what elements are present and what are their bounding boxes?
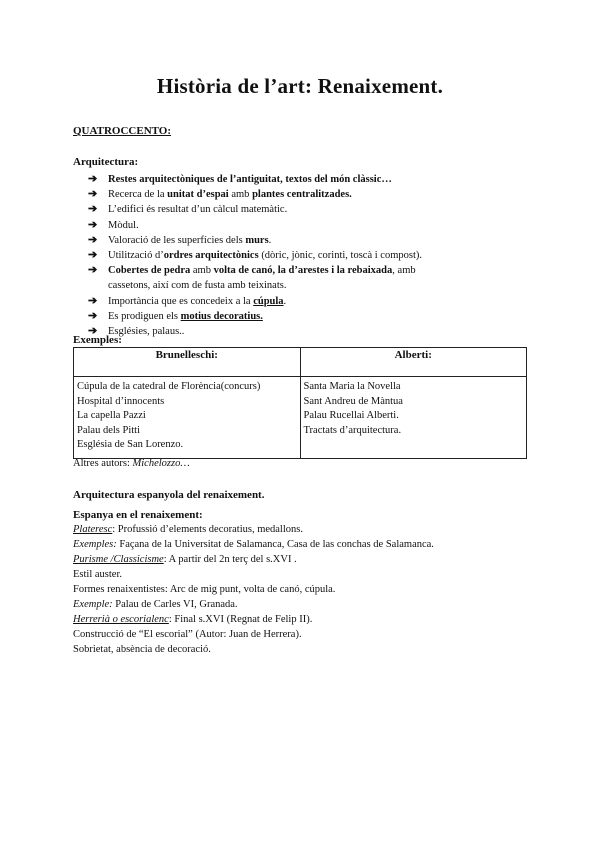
- work-item: Església de San Lorenzo.: [77, 439, 184, 451]
- brunelleschi-works: [74, 377, 301, 459]
- spain-heading: Espanya en el renaixement:: [73, 509, 203, 521]
- list-item: ➔ Valoració de les superfícies dels murs.: [86, 233, 506, 248]
- examples-line-1: Exemples: Façana de la Universitat de Salamanca, Casa de las conchas de Salamanca.: [73, 539, 434, 550]
- plateresc-line: Plateresc: Profussió d’elements decoratius, medallons.: [73, 524, 303, 535]
- spanish-architecture-heading: Arquitectura espanyola del renaixement.: [73, 489, 265, 501]
- estil-line: Estil auster.: [73, 569, 122, 580]
- list-item: ➔ Es prodiguen els motius decoratius.: [86, 309, 506, 324]
- alberti-works: [300, 377, 527, 459]
- list-item: ➔ Cobertes de pedra amb volta de canó, la d’arestes i la rebaixada, amb cassetons, així com de fusta amb teixinats.: [88, 264, 416, 292]
- table-header-alberti: Alberti:: [300, 348, 527, 377]
- arrow-icon: ➔: [88, 173, 98, 185]
- architecture-heading: Arquitectura:: [73, 156, 139, 168]
- list-item: ➔ Recerca de la unitat d’espai amb plantes centralitzades.: [86, 187, 506, 202]
- herreria-line: Herrerià o escorialenc: Final s.XVI (Regnat de Felip II).: [73, 614, 313, 625]
- list-item: ➔ Mòdul.: [86, 218, 506, 233]
- other-authors: Altres autors: Michelozzo…: [73, 458, 190, 469]
- arrow-icon: ➔: [88, 309, 98, 322]
- construccio-line: Construcció de “El escorial” (Autor: Juan de Herrera).: [73, 629, 302, 640]
- list-item: ➔ Esglésies, palaus..: [86, 324, 506, 339]
- list-item: ➔ Utilització d’ordres arquitectònics (dòric, jònic, corinti, toscà i compost).: [86, 248, 506, 263]
- work-item: Cúpula de la catedral de Florència(concurs): [77, 381, 261, 392]
- arrow-icon: ➔: [88, 294, 98, 307]
- list-item: ➔ Importància que es concedeix a la cúpula.: [86, 294, 506, 309]
- sobrietat-line: Sobrietat, absència de decoració.: [73, 644, 211, 655]
- page-title: Història de l’art: Renaixement.: [156, 74, 444, 98]
- arrow-icon: ➔: [88, 233, 98, 246]
- arrow-icon: ➔: [88, 188, 98, 201]
- work-item: Sant Andreu de Màntua: [303, 395, 403, 407]
- work-item: Santa Maria la Novella: [303, 381, 401, 392]
- example-line-2: Exemple: Palau de Carles VI, Granada.: [73, 599, 238, 610]
- list-item: ➔ Restes arquitectòniques de l’antiguitat, textos del món clàssic…: [86, 172, 506, 187]
- purisme-line: Purisme /Classicisme: A partir del 2n terç del s.XVI .: [73, 554, 297, 565]
- arrow-icon: ➔: [88, 249, 98, 262]
- arrow-icon: ➔: [88, 218, 98, 231]
- architecture-bullet-list: [86, 172, 506, 339]
- arrow-icon: ➔: [88, 203, 98, 216]
- table-header-brunelleschi: Brunelleschi:: [74, 348, 301, 377]
- work-item: Palau Rucellai Alberti.: [303, 410, 399, 422]
- list-item: ➔ L’edifici és resultat d’un càlcul matemàtic.: [86, 202, 506, 217]
- period-heading: QUATROCCENTO:: [73, 125, 171, 137]
- table-row: [74, 377, 527, 459]
- architects-table: [73, 347, 527, 459]
- formes-line: Formes renaixentistes: Arc de mig punt, volta de canó, cúpula.: [73, 584, 336, 595]
- arrow-icon: ➔: [88, 264, 98, 277]
- work-item: Tractats d’arquitectura.: [303, 424, 402, 436]
- work-item: Palau dels Pitti: [77, 424, 140, 436]
- arrow-icon: ➔: [88, 325, 98, 338]
- examples-label: Exemples:: [73, 334, 122, 346]
- work-item: La capella Pazzi: [77, 410, 146, 422]
- work-item: Hospital d’innocents: [77, 395, 165, 407]
